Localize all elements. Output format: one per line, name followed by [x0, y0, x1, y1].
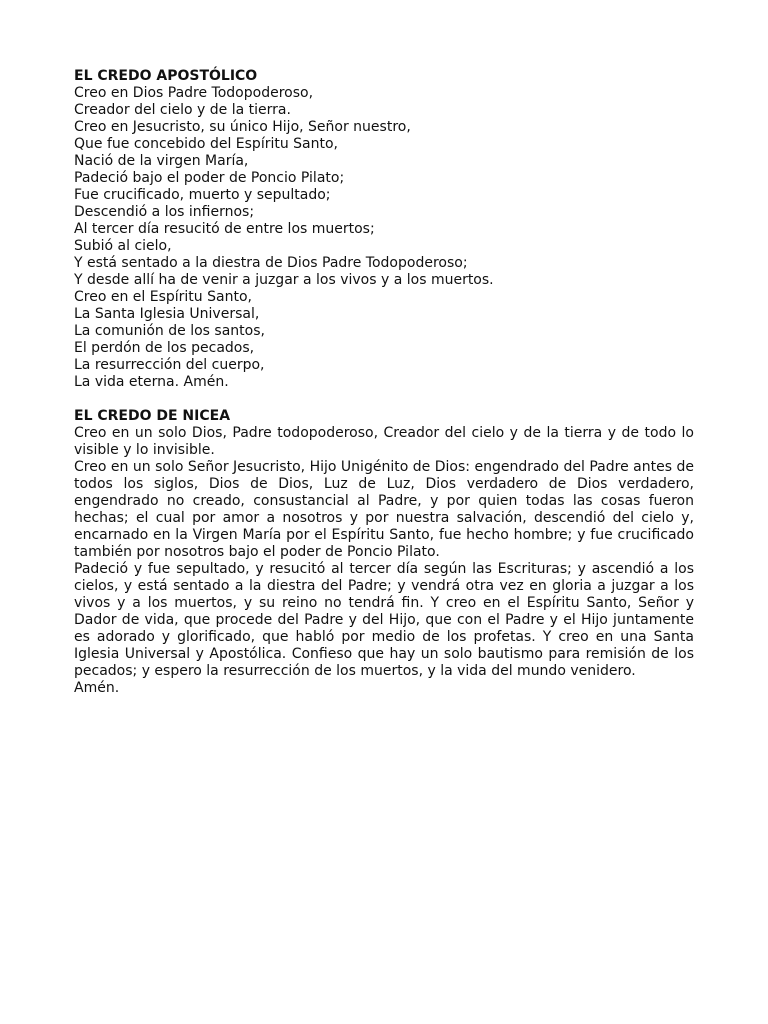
document-page — [74, 68, 694, 697]
credo-line: Nació de la virgen María, — [74, 153, 249, 169]
credo-line: La vida eterna. Amén. — [74, 374, 229, 390]
credo-line: Creo en el Espíritu Santo, — [74, 289, 252, 305]
credo-line: Creador del cielo y de la tierra. — [74, 102, 291, 118]
credo-line: Y está sentado a la diestra de Dios Padre Todopoderoso; — [74, 255, 468, 271]
credo-line: Que fue concebido del Espíritu Santo, — [74, 136, 339, 152]
credo-line: Creo en Dios Padre Todopoderoso, — [74, 85, 314, 101]
credo-line: Creo en Jesucristo, su único Hijo, Señor nuestro, — [74, 119, 411, 135]
credo-apostolico-section — [74, 68, 694, 391]
credo-line: Padeció bajo el poder de Poncio Pilato; — [74, 170, 345, 186]
credo-nicea-section — [74, 408, 694, 697]
nicea-amen: Amén. — [74, 680, 120, 696]
credo-line: Y desde allí ha de venir a juzgar a los vivos y a los muertos. — [74, 272, 494, 288]
credo-apostolico-title: EL CREDO APOSTÓLICO — [74, 68, 258, 84]
credo-line: Descendió a los infiernos; — [74, 204, 255, 220]
credo-line: La comunión de los santos, — [74, 323, 265, 339]
credo-line: La Santa Iglesia Universal, — [74, 306, 260, 322]
credo-line: La resurrección del cuerpo, — [74, 357, 265, 373]
nicea-paragraph: Creo en un solo Señor Jesucristo, Hijo Unigénito de Dios: engendrado del Padre antes de todos los siglos, Dios de Dios, Luz de Luz, Dios verdadero de Dios verdadero, engendrado no creado, consustancial al Padre, y por quien todas las cosas fueron hechas; el cual por amor a nosotros y por nuestra salvación, descendió del cielo y, encarnado en la Virgen María por el Espíritu Santo, fue hecho hombre; y fue crucificado también por nosotros bajo el poder de Poncio Pilato. — [74, 459, 694, 560]
credo-nicea-title: EL CREDO DE NICEA — [74, 408, 231, 424]
section-spacer — [74, 391, 694, 408]
credo-line: Al tercer día resucitó de entre los muertos; — [74, 221, 375, 237]
credo-line: Fue crucificado, muerto y sepultado; — [74, 187, 331, 203]
nicea-paragraph: Creo en un solo Dios, Padre todopoderoso, Creador del cielo y de la tierra y de todo lo visible y lo invisible. — [74, 425, 694, 458]
nicea-paragraph: Padeció y fue sepultado, y resucitó al tercer día según las Escrituras; y ascendió a los cielos, y está sentado a la diestra del Padre; y vendrá otra vez en gloria a juzgar a los vivos y a los muertos, y su reino no tendrá fin. Y creo en el Espíritu Santo, Señor y Dador de vida, que procede del Padre y del Hijo, que con el Padre y el Hijo juntamente es adorado y glorificado, que habló por medio de los profetas. Y creo en una Santa Iglesia Universal y Apostólica. Confieso que hay un solo bautismo para remisión de los pecados; y espero la resurrección de los muertos, y la vida del mundo venidero. — [74, 561, 694, 679]
credo-line: El perdón de los pecados, — [74, 340, 255, 356]
credo-line: Subió al cielo, — [74, 238, 172, 254]
